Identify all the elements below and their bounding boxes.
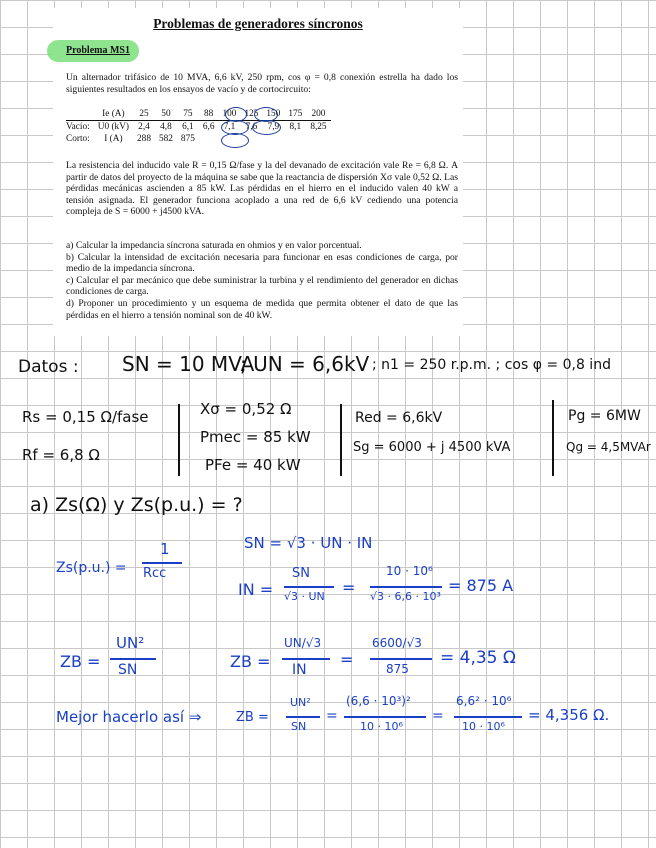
- note-un: ; UN = 6,6kV: [240, 352, 370, 376]
- note-rs: Rs = 0,15 Ω/fase: [22, 408, 149, 426]
- zb3-num2: (6,6 · 10³)²: [346, 694, 411, 708]
- data-paragraph: La resistencia del inducido vale R = 0,15 Ω/fase y la del devanado de excitación vale Re = 6,8 Ω. A partir de datos del proyecto de la máquina se sabe que la reactancia de dispersión Xσ vale 0,52 Ω. Las pérdidas mecánicas ascienden a 85 kW. Las pérdidas en el hierro en el inducido valen 40 kW a tensión asignada. El generador funciona acoplado a una red de 6,6 kV cediendo una potencia compleja de S = 6000 + j4500 kVA.: [66, 160, 458, 218]
- table-cell: 175: [284, 108, 306, 121]
- zs-pu-num: 1: [160, 540, 170, 558]
- table-cell: 4,8: [160, 122, 172, 132]
- table-cell: 7,1: [223, 122, 236, 132]
- note-qg: Qg = 4,5MVAr: [566, 440, 651, 454]
- zb3-den3: 10 · 10⁶: [462, 720, 505, 733]
- table-cell: 2,4: [138, 122, 150, 132]
- question-c: c) Calcular el par mecánico que debe suministrar la turbina y el rendimiento del generador en dichas condiciones de carga.: [66, 274, 458, 298]
- problem-sheet: [53, 8, 463, 336]
- in-eq: =: [342, 578, 356, 597]
- table-cell: 7,6: [245, 122, 258, 132]
- fraction-bar: [286, 716, 320, 718]
- table-cell: U0 (kV): [97, 122, 130, 132]
- table-cell: 125: [240, 108, 262, 121]
- note-sg: Sg = 6000 + j 4500 kVA: [353, 440, 511, 455]
- in-lhs: IN =: [238, 580, 274, 599]
- table-cell: 88: [199, 108, 219, 121]
- zb2-result: = 4,35 Ω: [440, 648, 516, 668]
- fraction-bar: [282, 658, 330, 660]
- zb1-den: SN: [118, 662, 138, 678]
- zb2-eq: =: [340, 650, 354, 669]
- table-cell: 100: [219, 108, 241, 121]
- questions-block: [66, 240, 458, 321]
- question-a: a) Calcular la impedancia síncrona saturada en ohmios y en valor porcentual.: [66, 240, 362, 251]
- datos-label: Datos :: [18, 357, 79, 377]
- table-cell: 7,9: [267, 122, 280, 132]
- question-d: d) Proponer un procedimiento y un esquema de medida que permita obtener el dato de que las pérdidas en el hierro a tensión nominal son de 40 kW.: [66, 297, 458, 321]
- fraction-bar: [142, 562, 182, 564]
- table-cell: 582: [158, 134, 173, 144]
- zs-pu-lhs: Zs(p.u.) =: [56, 560, 127, 576]
- table-row: [66, 133, 331, 145]
- test-results-table: [66, 108, 331, 145]
- fraction-bar: [284, 586, 334, 588]
- table-cell: Vacío:: [66, 122, 90, 132]
- fraction-bar: [344, 716, 426, 718]
- zb2-den: IN: [292, 662, 307, 678]
- table-cell: 8,25: [310, 122, 327, 132]
- zb3-den: SN: [291, 720, 307, 733]
- zb3-lhs: ZB =: [236, 710, 269, 725]
- better-way-note: Mejor hacerlo así ⇒: [56, 708, 202, 726]
- table-cell: 50: [155, 108, 177, 121]
- fraction-bar: [370, 658, 432, 660]
- sn-formula: SN = √3 · UN · IN: [244, 534, 373, 552]
- table-cell: I (A): [104, 134, 123, 144]
- table-cell: [199, 133, 219, 145]
- zb1-lhs: ZB =: [60, 652, 101, 671]
- ink-circle-6-6: [252, 120, 281, 135]
- zb1-num: UN²: [116, 634, 145, 652]
- table-cell: 75: [177, 108, 199, 121]
- note-red: Red = 6,6kV: [355, 410, 443, 426]
- table-cell: 25: [133, 108, 155, 121]
- zb3-eq: =: [326, 708, 338, 724]
- zb3-num: UN²: [290, 696, 311, 709]
- table-cell: Corto:: [66, 134, 90, 144]
- zb3-eq2: =: [432, 708, 444, 724]
- zb3-result: = 4,356 Ω.: [528, 706, 610, 724]
- table-cell: Ie (A): [94, 108, 133, 121]
- note-sn: SN = 10 MVA: [122, 352, 255, 376]
- table-cell: 6,1: [182, 122, 194, 132]
- page-title: Problemas de generadores síncronos: [153, 16, 363, 31]
- table-cell: 150: [262, 108, 284, 121]
- divider-line: [178, 404, 180, 476]
- table-cell: 875: [180, 134, 195, 144]
- note-pg: Pg = 6MW: [568, 408, 641, 424]
- in-result: = 875 A: [448, 576, 514, 595]
- intro-paragraph: Un alternador trifásico de 10 MVA, 6,6 kV, 250 rpm, cos φ = 0,8 conexión estrella ha dado los siguientes resultados en los ensayos de vacío y de cortocircuito:: [66, 72, 458, 95]
- fraction-bar: [370, 586, 442, 588]
- table-cell: [306, 133, 330, 145]
- table-cell: 200: [306, 108, 330, 121]
- zb2-lhs: ZB =: [230, 652, 271, 671]
- divider-line: [552, 400, 554, 476]
- zs-pu-den: Rcc: [143, 566, 167, 581]
- zb2-num2: 6600/√3: [372, 636, 422, 650]
- zb2-num: UN/√3: [284, 636, 322, 650]
- note-pmec: Pmec = 85 kW: [200, 428, 311, 446]
- table-cell: [284, 133, 306, 145]
- table-cell: 6,6: [202, 122, 215, 132]
- part-a-heading: a) Zs(Ω) y Zs(p.u.) = ?: [30, 494, 243, 516]
- in-num2: 10 · 10⁶: [386, 564, 433, 578]
- table-row: [66, 108, 331, 121]
- table-cell: 8,1: [289, 122, 302, 132]
- zb3-den2: 10 · 10⁶: [360, 720, 403, 733]
- in-den2: √3 · 6,6 · 10³: [370, 590, 441, 603]
- note-rf: Rf = 6,8 Ω: [22, 446, 100, 464]
- problem-label: Problema MS1: [66, 45, 130, 56]
- table-row: [66, 121, 331, 134]
- note-n1: ; n1 = 250 r.p.m. ; cos φ = 0,8 ind: [372, 357, 611, 373]
- zb3-num3: 6,6² · 10⁶: [456, 694, 512, 708]
- fraction-bar: [454, 716, 522, 718]
- divider-line: [340, 404, 342, 476]
- table-cell: 288: [137, 134, 151, 144]
- ink-circle-875: [221, 133, 249, 148]
- zb2-den2: 875: [386, 662, 409, 676]
- question-b: b) Calcular la intensidad de excitación necesaria para funcionar en esas condiciones de carga, por medio de la impedancia síncrona.: [66, 251, 458, 275]
- note-xs: Xσ = 0,52 Ω: [200, 400, 292, 418]
- in-den: √3 · UN: [284, 590, 325, 603]
- in-num: SN: [292, 566, 310, 581]
- fraction-bar: [110, 658, 156, 660]
- note-pfe: PFe = 40 kW: [205, 456, 301, 474]
